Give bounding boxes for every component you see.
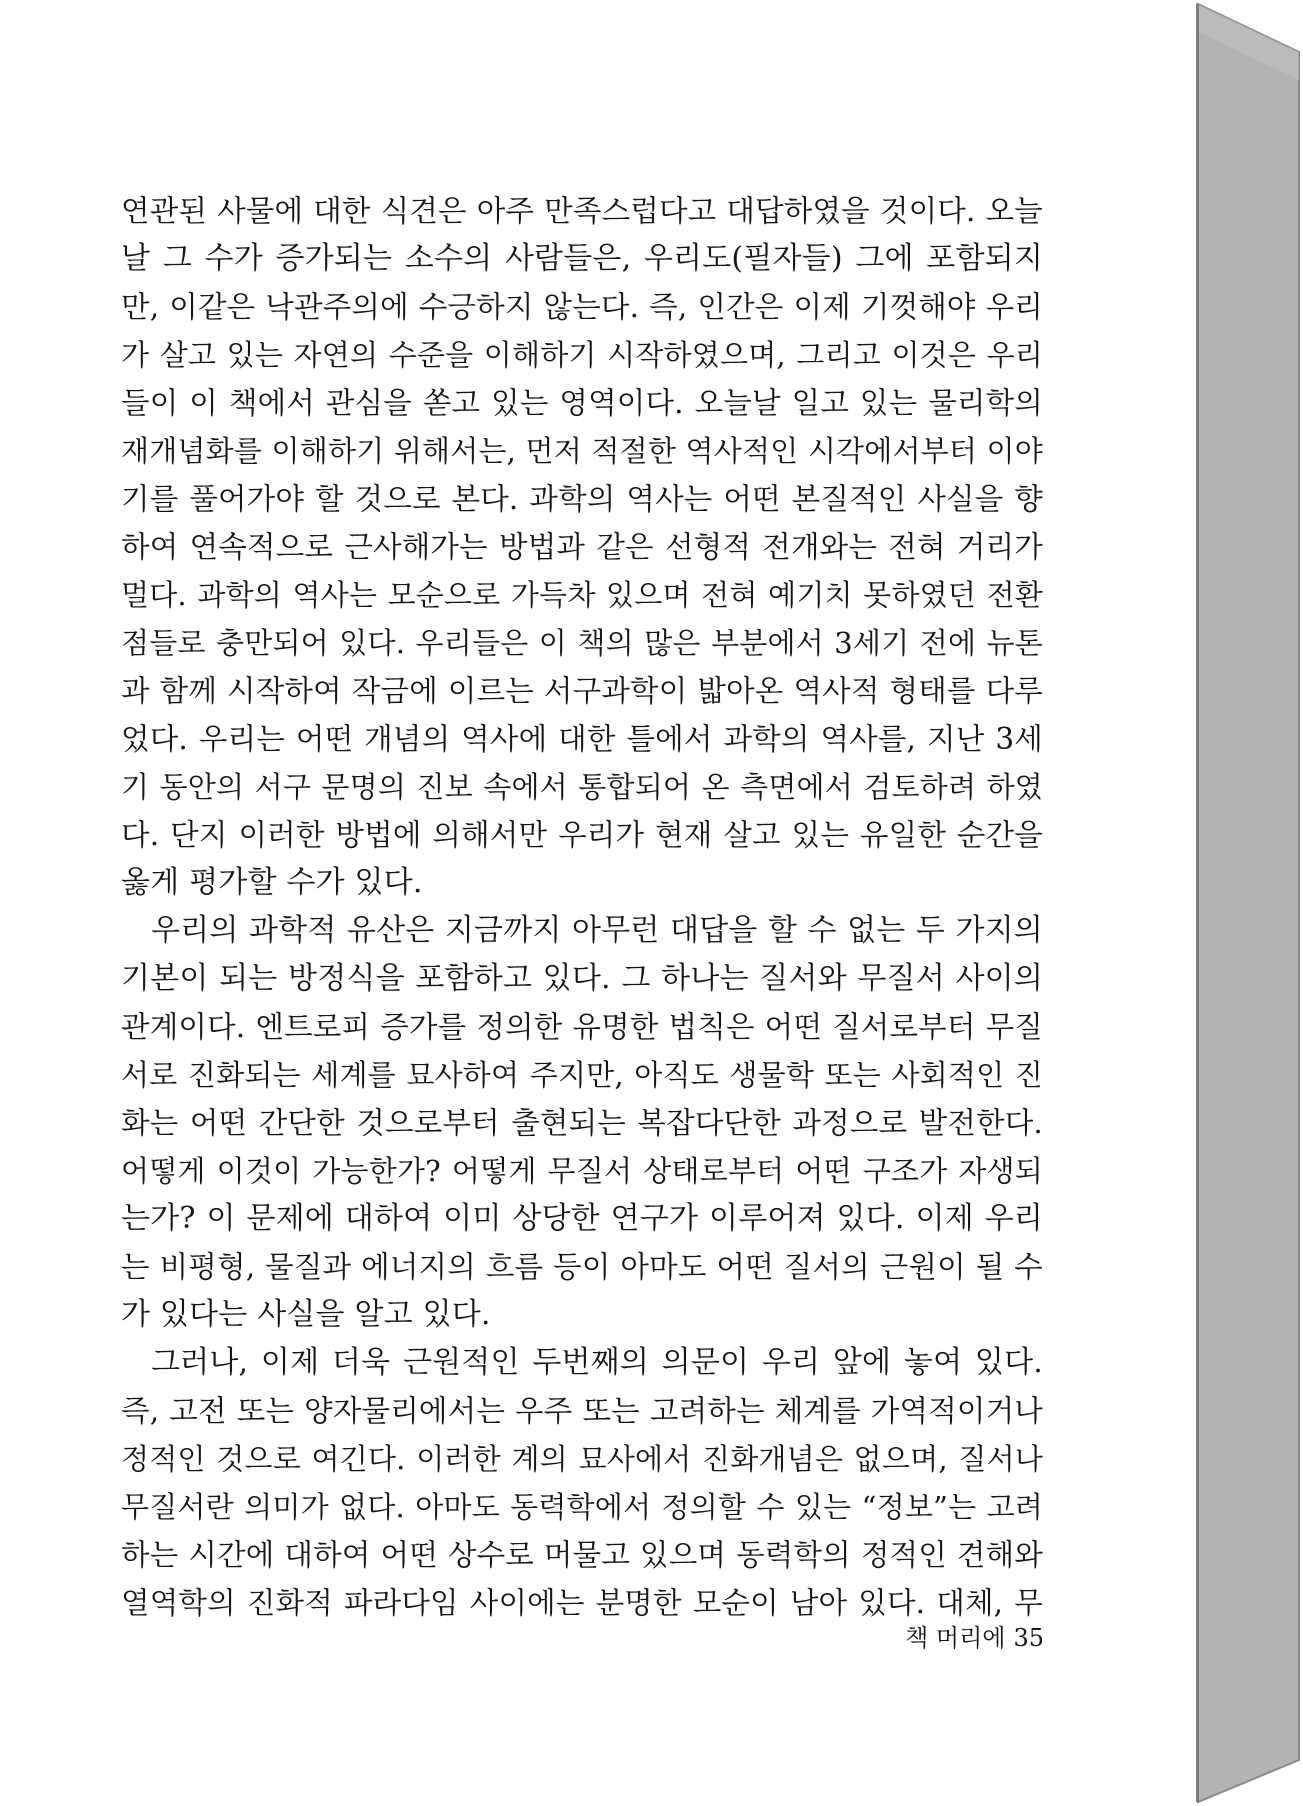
text-line: 과 함께 시작하여 작금에 이르는 서구과학이 밟아온 역사적 형태를 다루	[121, 674, 1043, 708]
text-line: 만, 이같은 낙관주의에 수긍하지 않는다. 즉, 인간은 이제 기껏해야 우리	[121, 290, 1043, 324]
text-line: 하여 연속적으로 근사해가는 방법과 같은 선형적 전개와는 전혀 거리가	[121, 530, 1043, 564]
text-line: 어떻게 이것이 가능한가? 어떻게 무질서 상태로부터 어떤 구조가 자생되	[121, 1154, 1043, 1188]
text-line: 멀다. 과학의 역사는 모순으로 가득차 있으며 전혀 예기치 못하였던 전환	[121, 578, 1043, 612]
paragraph-start-line: 우리의 과학적 유산은 지금까지 아무런 대답을 할 수 없는 두 가지의	[151, 913, 1043, 948]
text-line: 하는 시간에 대하여 어떤 상수로 머물고 있으며 동력학의 정적인 견해와	[121, 1538, 1043, 1572]
page-number: 35	[1013, 1624, 1044, 1652]
text-line: 기를 풀어가야 할 것으로 본다. 과학의 역사는 어떤 본질적인 사실을 향	[121, 482, 1043, 516]
text-line: 연관된 사물에 대한 식견은 아주 만족스럽다고 대답하였을 것이다. 오늘	[121, 194, 1043, 228]
paragraph-start-line: 그러나, 이제 더욱 근원적인 두번째의 의문이 우리 앞에 놓여 있다.	[151, 1345, 1043, 1380]
text-line: 열역학의 진화적 파라다임 사이에는 분명한 모순이 남아 있다. 대체, 무	[121, 1586, 1043, 1620]
text-line: 옳게 평가할 수가 있다.	[121, 865, 423, 900]
text-line: 기 동안의 서구 문명의 진보 속에서 통합되어 온 측면에서 검토하려 하였	[121, 770, 1043, 804]
text-line: 무질서란 의미가 없다. 아마도 동력학에서 정의할 수 있는 “정보”는 고려	[121, 1490, 1043, 1524]
text-line: 가 살고 있는 자연의 수준을 이해하기 시작하였으며, 그리고 이것은 우리	[121, 338, 1043, 372]
text-line: 즉, 고전 또는 양자물리에서는 우주 또는 고려하는 체계를 가역적이거나	[121, 1394, 1043, 1428]
text-line: 는가? 이 문제에 대하여 이미 상당한 연구가 이루어져 있다. 이제 우리	[121, 1201, 1043, 1236]
running-title: 책 머리에	[905, 1624, 1006, 1652]
text-line: 정적인 것으로 여긴다. 이러한 계의 묘사에서 진화개념은 없으며, 질서나	[121, 1442, 1043, 1476]
text-line: 기본이 되는 방정식을 포함하고 있다. 그 하나는 질서와 무질서 사이의	[121, 961, 1043, 996]
text-line: 관계이다. 엔트로피 증가를 정의한 유명한 법칙은 어떤 질서로부터 무질	[121, 1010, 1043, 1044]
text-line: 점들로 충만되어 있다. 우리들은 이 책의 많은 부분에서 3세기 전에 뉴톤	[121, 626, 1043, 660]
text-line: 들이 이 책에서 관심을 쏟고 있는 영역이다. 오늘날 일고 있는 물리학의	[121, 386, 1043, 420]
text-line: 서로 진화되는 세계를 묘사하여 주지만, 아직도 생물학 또는 사회적인 진	[121, 1058, 1043, 1092]
text-line: 다. 단지 이러한 방법에 의해서만 우리가 현재 살고 있는 유일한 순간을	[121, 818, 1043, 852]
page-footer	[864, 1623, 1044, 1653]
book-page	[4, 4, 1198, 1802]
text-line: 는 비평형, 물질과 에너지의 흐름 등이 아마도 어떤 질서의 근원이 될 수	[121, 1250, 1043, 1284]
text-line: 날 그 수가 증가되는 소수의 사람들은, 우리도(필자들) 그에 포함되지	[121, 241, 1043, 276]
text-line: 재개념화를 이해하기 위해서는, 먼저 적절한 역사적인 시각에서부터 이야	[121, 434, 1043, 468]
body-text	[121, 187, 1043, 1627]
text-line: 었다. 우리는 어떤 개념의 역사에 대한 틀에서 과학의 역사를, 지난 3세	[121, 722, 1043, 756]
text-line: 화는 어떤 간단한 것으로부터 출현되는 복잡다단한 과정으로 발전한다.	[121, 1106, 1043, 1140]
text-line: 가 있다는 사실을 알고 있다.	[121, 1297, 491, 1332]
